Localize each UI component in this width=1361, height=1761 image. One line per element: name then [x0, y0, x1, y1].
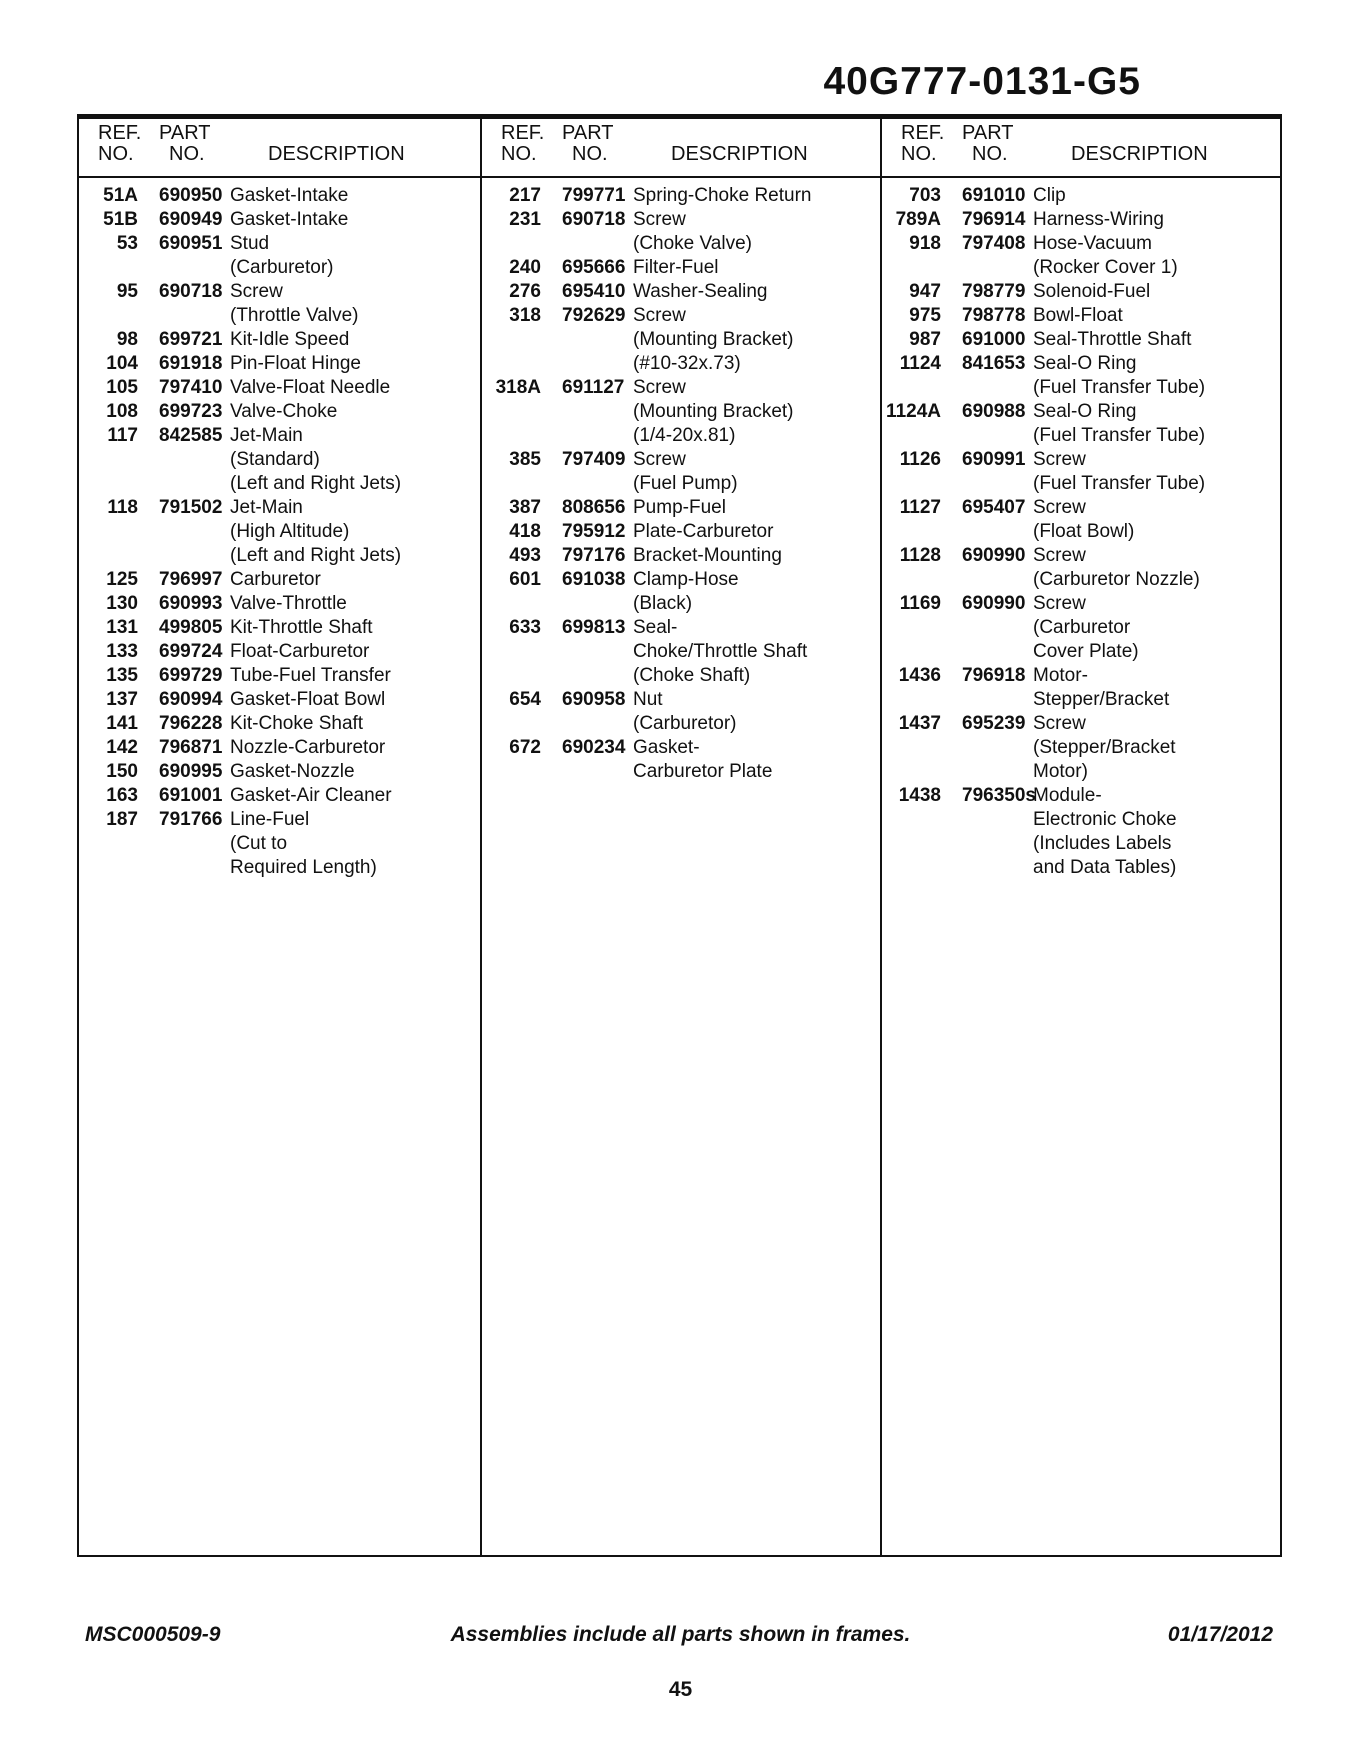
table-row [79, 496, 480, 520]
ref-number: 240 [509, 257, 541, 278]
part-header: NO. [169, 143, 205, 165]
ref-header: NO. [98, 143, 134, 165]
table-row [79, 424, 480, 448]
part-description: (Fuel Transfer Tube) [1033, 425, 1206, 446]
table-row [882, 664, 1280, 688]
table-row [882, 784, 1280, 808]
part-description: Module- [1033, 785, 1102, 806]
part-description: Washer-Sealing [633, 281, 768, 302]
part-number: 695410 [562, 281, 626, 302]
ref-number: 125 [106, 569, 138, 590]
part-description: Gasket-Intake [230, 185, 349, 206]
part-number: 796997 [159, 569, 223, 590]
part-description: Electronic Choke [1033, 809, 1177, 830]
part-description: Screw [1033, 449, 1086, 470]
part-description: Carburetor [230, 569, 321, 590]
part-header: PART [562, 122, 614, 144]
part-description: Screw [633, 305, 686, 326]
part-description: Clamp-Hose [633, 569, 739, 590]
part-description: Valve-Float Needle [230, 377, 391, 398]
table-row [79, 568, 480, 592]
ref-number: 987 [909, 329, 941, 350]
table-row [882, 400, 1280, 424]
table-row [882, 808, 1280, 832]
part-description: (Stepper/Bracket [1033, 737, 1176, 758]
part-description: Clip [1033, 185, 1066, 206]
part-number: 691127 [562, 377, 625, 398]
table-row [482, 760, 880, 784]
part-description: Hose-Vacuum [1033, 233, 1152, 254]
part-description: Kit-Throttle Shaft [230, 617, 373, 638]
part-description: Line-Fuel [230, 809, 310, 830]
part-number: 695239 [962, 713, 1026, 734]
ref-number: 95 [116, 281, 138, 302]
part-number: 699724 [159, 641, 223, 662]
part-number: 690949 [159, 209, 223, 230]
table-row [882, 856, 1280, 880]
ref-number: 418 [509, 521, 541, 542]
parts-table [77, 114, 1282, 1557]
table-row [882, 184, 1280, 208]
part-description: (#10-32x.73) [633, 353, 741, 374]
part-number: 796350s [962, 785, 1036, 806]
part-description: Gasket-Air Cleaner [230, 785, 392, 806]
part-number: 499805 [159, 617, 223, 638]
part-number: 690991 [962, 449, 1026, 470]
part-description: (Mounting Bracket) [633, 329, 794, 350]
table-row [882, 376, 1280, 400]
description-header: DESCRIPTION [1071, 143, 1208, 165]
ref-number: 1169 [899, 593, 941, 614]
parts-list [882, 178, 1280, 880]
part-number: 699729 [159, 665, 223, 686]
part-number: 808656 [562, 497, 626, 518]
ref-number: 318A [495, 377, 541, 398]
part-description: Jet-Main [230, 425, 303, 446]
part-number: 690234 [562, 737, 626, 758]
part-header: PART [159, 122, 211, 144]
table-row [882, 760, 1280, 784]
table-row [482, 520, 880, 544]
table-row [482, 424, 880, 448]
part-number: 797176 [562, 545, 626, 566]
ref-number: 601 [509, 569, 541, 590]
table-row [482, 736, 880, 760]
part-header: NO. [572, 143, 608, 165]
ref-number: 118 [107, 497, 138, 518]
part-number: 842585 [159, 425, 223, 446]
parts-list [79, 178, 480, 880]
part-description: and Data Tables) [1033, 857, 1177, 878]
part-number: 690718 [159, 281, 223, 302]
table-row [482, 448, 880, 472]
part-description: Screw [1033, 545, 1086, 566]
part-number: 796871 [159, 737, 223, 758]
part-number: 792629 [562, 305, 626, 326]
part-description: Screw [633, 449, 686, 470]
part-number: 796228 [159, 713, 223, 734]
table-row [79, 448, 480, 472]
part-number: 796918 [962, 665, 1026, 686]
part-number: 791502 [159, 497, 223, 518]
ref-number: 1124 [899, 353, 941, 374]
column-header [482, 119, 880, 178]
part-description: Stud [230, 233, 270, 254]
part-description: (Includes Labels [1033, 833, 1172, 854]
part-description: Filter-Fuel [633, 257, 719, 278]
part-description: (Left and Right Jets) [230, 473, 402, 494]
part-number: 690995 [159, 761, 223, 782]
ref-number: 105 [106, 377, 138, 398]
ref-header: REF. [901, 122, 945, 144]
part-description: (Fuel Pump) [633, 473, 738, 494]
part-description: Gasket-Nozzle [230, 761, 355, 782]
table-row [482, 616, 880, 640]
table-row [882, 544, 1280, 568]
part-description: Kit-Choke Shaft [230, 713, 364, 734]
part-description: Pin-Float Hinge [230, 353, 361, 374]
part-description: (Black) [633, 593, 693, 614]
part-description: (Carburetor) [230, 257, 334, 278]
part-number: 841653 [962, 353, 1026, 374]
part-description: Nut [633, 689, 663, 710]
part-description: Motor) [1033, 761, 1088, 782]
part-number: 691038 [562, 569, 626, 590]
part-number: 690950 [159, 185, 223, 206]
model-number: 40G777-0131-G5 [823, 60, 1141, 103]
part-description: Screw [633, 209, 686, 230]
ref-number: 947 [909, 281, 941, 302]
table-row [79, 520, 480, 544]
table-row [79, 688, 480, 712]
table-row [882, 568, 1280, 592]
ref-number: 231 [509, 209, 541, 230]
parts-column-2 [480, 119, 880, 1555]
part-description: Required Length) [230, 857, 377, 878]
table-row [79, 328, 480, 352]
table-row [482, 280, 880, 304]
part-number: 690990 [962, 593, 1026, 614]
part-number: 690993 [159, 593, 223, 614]
part-description: Tube-Fuel Transfer [230, 665, 391, 686]
table-row [482, 496, 880, 520]
part-description: (Carburetor) [633, 713, 737, 734]
part-description: Seal-O Ring [1033, 353, 1137, 374]
table-row [882, 232, 1280, 256]
part-number: 690990 [962, 545, 1026, 566]
part-description: Stepper/Bracket [1033, 689, 1170, 710]
part-description: Seal-O Ring [1033, 401, 1137, 422]
ref-number: 135 [106, 665, 138, 686]
part-description: Nozzle-Carburetor [230, 737, 386, 758]
part-description: Cover Plate) [1033, 641, 1139, 662]
column-header [882, 119, 1280, 178]
table-row [882, 352, 1280, 376]
description-header: DESCRIPTION [671, 143, 808, 165]
ref-number: 53 [116, 233, 138, 254]
table-row [882, 304, 1280, 328]
table-row [482, 592, 880, 616]
part-header: NO. [972, 143, 1008, 165]
table-row [482, 664, 880, 688]
ref-header: REF. [98, 122, 142, 144]
table-row [79, 352, 480, 376]
ref-number: 163 [106, 785, 138, 806]
parts-column-3 [880, 119, 1280, 1555]
table-row [882, 736, 1280, 760]
ref-number: 276 [509, 281, 541, 302]
table-row [482, 328, 880, 352]
table-row [79, 232, 480, 256]
part-number: 796914 [962, 209, 1026, 230]
ref-number: 150 [106, 761, 138, 782]
table-row [482, 544, 880, 568]
part-description: Screw [1033, 593, 1086, 614]
part-description: Screw [1033, 713, 1086, 734]
table-row [482, 352, 880, 376]
part-description: Jet-Main [230, 497, 303, 518]
table-row [882, 256, 1280, 280]
table-row [882, 208, 1280, 232]
part-description: Valve-Choke [230, 401, 338, 422]
ref-number: 1438 [898, 785, 941, 806]
table-row [482, 304, 880, 328]
table-row [79, 592, 480, 616]
table-row [882, 424, 1280, 448]
part-number: 791766 [159, 809, 223, 830]
table-row [79, 304, 480, 328]
page-number: 45 [668, 1678, 693, 1701]
part-description: Spring-Choke Return [633, 185, 812, 206]
ref-number: 187 [106, 809, 138, 830]
part-number: 695666 [562, 257, 626, 278]
table-row [79, 784, 480, 808]
part-number: 691001 [159, 785, 223, 806]
ref-number: 131 [106, 617, 138, 638]
ref-number: 918 [909, 233, 941, 254]
parts-column-1 [79, 119, 480, 1555]
part-number: 699721 [159, 329, 223, 350]
ref-number: 98 [116, 329, 138, 350]
part-number: 691010 [962, 185, 1026, 206]
table-row [79, 808, 480, 832]
part-description: Kit-Idle Speed [230, 329, 350, 350]
ref-number: 654 [509, 689, 541, 710]
part-number: 797410 [159, 377, 223, 398]
ref-number: 672 [509, 737, 541, 758]
table-row [882, 592, 1280, 616]
part-number: 690988 [962, 401, 1026, 422]
table-row [882, 280, 1280, 304]
table-row [79, 472, 480, 496]
ref-number: 789A [895, 209, 941, 230]
part-description: Solenoid-Fuel [1033, 281, 1151, 302]
part-description: Bowl-Float [1033, 305, 1123, 326]
table-row [482, 712, 880, 736]
ref-number: 51B [103, 209, 138, 230]
ref-number: 1436 [898, 665, 941, 686]
table-row [882, 616, 1280, 640]
table-row [79, 856, 480, 880]
ref-number: 104 [106, 353, 138, 374]
part-description: (Choke Shaft) [633, 665, 751, 686]
part-description: Harness-Wiring [1033, 209, 1164, 230]
ref-number: 493 [509, 545, 541, 566]
ref-number: 137 [106, 689, 138, 710]
ref-number: 703 [909, 185, 941, 206]
table-row [79, 736, 480, 760]
ref-number: 142 [106, 737, 138, 758]
part-number: 699723 [159, 401, 223, 422]
part-description: Plate-Carburetor [633, 521, 774, 542]
part-description: Screw [230, 281, 283, 302]
part-number: 795912 [562, 521, 626, 542]
part-description: Bracket-Mounting [633, 545, 782, 566]
part-description: Choke/Throttle Shaft [633, 641, 808, 662]
parts-list [482, 178, 880, 784]
part-description: Gasket-Float Bowl [230, 689, 386, 710]
part-number: 798778 [962, 305, 1026, 326]
table-row [79, 832, 480, 856]
ref-number: 385 [509, 449, 541, 470]
part-description: Seal- [633, 617, 678, 638]
part-description: Valve-Throttle [230, 593, 347, 614]
table-row [482, 568, 880, 592]
ref-number: 1128 [899, 545, 941, 566]
ref-header: REF. [501, 122, 545, 144]
ref-number: 387 [509, 497, 541, 518]
part-header: PART [962, 122, 1014, 144]
part-number: 797409 [562, 449, 626, 470]
part-number: 691918 [159, 353, 223, 374]
part-number: 690958 [562, 689, 626, 710]
ref-number: 141 [106, 713, 138, 734]
table-row [482, 472, 880, 496]
ref-header: NO. [501, 143, 537, 165]
part-description: Gasket- [633, 737, 700, 758]
part-description: (Cut to [230, 833, 288, 854]
ref-number: 1124A [886, 401, 941, 422]
part-number: 691000 [962, 329, 1026, 350]
ref-number: 130 [106, 593, 138, 614]
part-description: (1/4-20x.81) [633, 425, 736, 446]
part-description: Carburetor Plate [633, 761, 773, 782]
table-row [79, 400, 480, 424]
part-description: Float-Carburetor [230, 641, 370, 662]
part-description: (Float Bowl) [1033, 521, 1135, 542]
ref-number: 633 [509, 617, 541, 638]
table-row [79, 256, 480, 280]
footer-date: 01/17/2012 [1167, 1623, 1273, 1646]
table-row [79, 280, 480, 304]
part-description: (Left and Right Jets) [230, 545, 402, 566]
ref-number: 117 [107, 425, 138, 446]
description-header: DESCRIPTION [268, 143, 405, 165]
part-description: Seal-Throttle Shaft [1033, 329, 1192, 350]
part-number: 690994 [159, 689, 223, 710]
table-row [79, 544, 480, 568]
ref-header: NO. [901, 143, 937, 165]
ref-number: 1126 [899, 449, 941, 470]
ref-number: 51A [103, 185, 138, 206]
table-row [882, 832, 1280, 856]
part-number: 799771 [562, 185, 626, 206]
part-description: (Fuel Transfer Tube) [1033, 377, 1206, 398]
table-row [882, 328, 1280, 352]
ref-number: 1127 [899, 497, 941, 518]
table-row [482, 400, 880, 424]
footer-note: Assemblies include all parts shown in frames. [450, 1623, 911, 1646]
part-description: (Fuel Transfer Tube) [1033, 473, 1206, 494]
document-code: MSC000509-9 [85, 1623, 221, 1646]
table-row [79, 376, 480, 400]
table-row [482, 184, 880, 208]
part-number: 690718 [562, 209, 626, 230]
part-number: 798779 [962, 281, 1026, 302]
part-number: 695407 [962, 497, 1026, 518]
part-description: Screw [633, 377, 686, 398]
part-description: (Carburetor Nozzle) [1033, 569, 1200, 590]
part-description: (Choke Valve) [633, 233, 752, 254]
ref-number: 1437 [898, 713, 941, 734]
part-description: Pump-Fuel [633, 497, 726, 518]
ref-number: 975 [909, 305, 941, 326]
table-row [79, 664, 480, 688]
part-description: (Standard) [230, 449, 320, 470]
part-description: (Throttle Valve) [230, 305, 359, 326]
table-row [79, 712, 480, 736]
part-number: 797408 [962, 233, 1026, 254]
table-row [79, 184, 480, 208]
table-row [482, 688, 880, 712]
part-number: 699813 [562, 617, 626, 638]
table-row [882, 472, 1280, 496]
table-row [482, 376, 880, 400]
part-description: Gasket-Intake [230, 209, 349, 230]
ref-number: 108 [106, 401, 138, 422]
table-row [482, 232, 880, 256]
table-row [482, 208, 880, 232]
ref-number: 318 [509, 305, 541, 326]
table-row [882, 712, 1280, 736]
table-row [79, 640, 480, 664]
part-description: Motor- [1033, 665, 1088, 686]
table-row [882, 520, 1280, 544]
ref-number: 217 [509, 185, 541, 206]
part-description: (High Altitude) [230, 521, 350, 542]
table-row [882, 496, 1280, 520]
table-row [79, 208, 480, 232]
part-description: (Carburetor [1033, 617, 1131, 638]
part-description: Screw [1033, 497, 1086, 518]
column-header [79, 119, 480, 178]
part-description: (Mounting Bracket) [633, 401, 794, 422]
table-row [79, 760, 480, 784]
table-row [882, 688, 1280, 712]
table-row [482, 640, 880, 664]
part-description: (Rocker Cover 1) [1033, 257, 1178, 278]
table-row [882, 640, 1280, 664]
table-row [79, 616, 480, 640]
part-number: 690951 [159, 233, 223, 254]
table-row [882, 448, 1280, 472]
ref-number: 133 [106, 641, 138, 662]
table-row [482, 256, 880, 280]
